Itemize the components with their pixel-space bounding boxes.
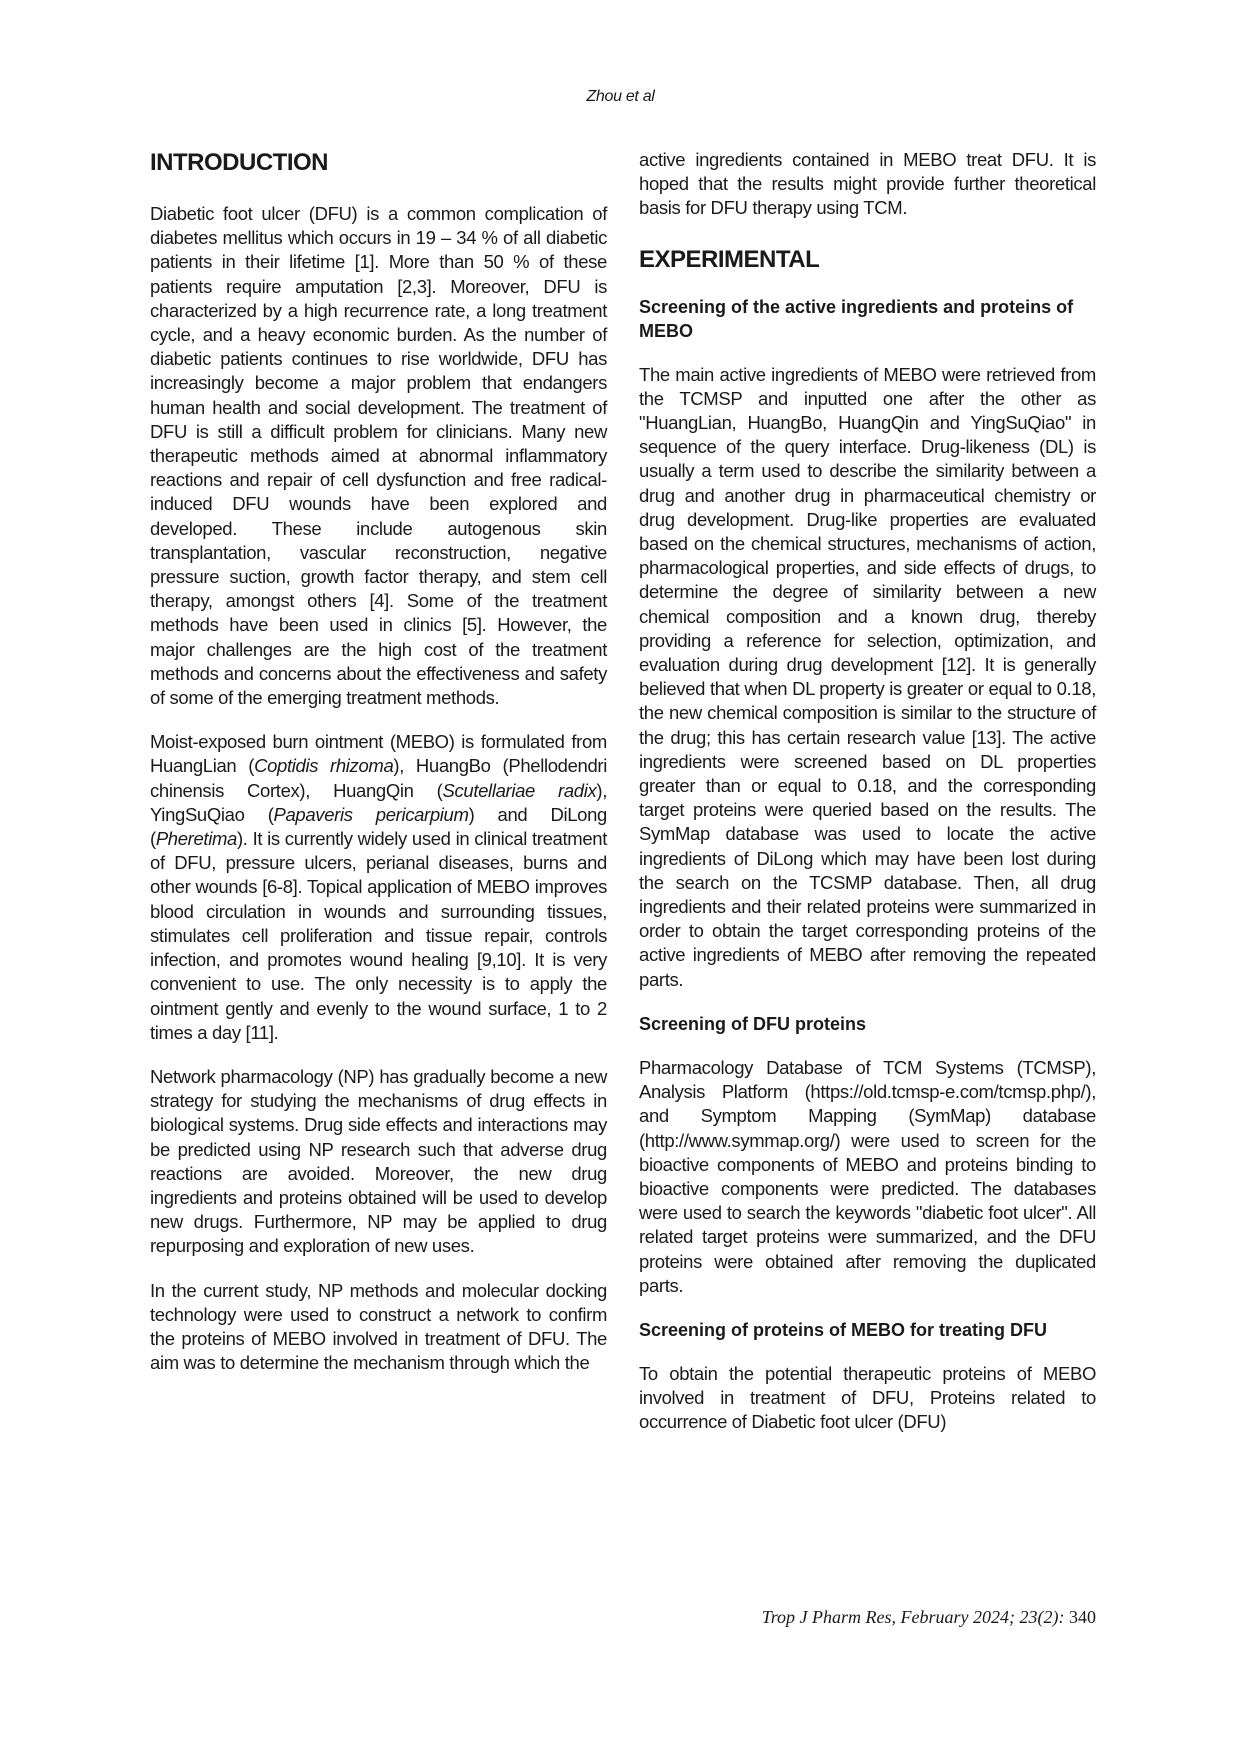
- subheading-dfu-proteins: Screening of DFU proteins: [639, 1013, 867, 1034]
- intro-paragraph-continued: active ingredients contained in MEBO treat DFU. It is hoped that the results might provide further theoretical basis for DFU therapy using TCM.: [639, 149, 1096, 219]
- intro-paragraph-2: Moist-exposed burn ointment (MEBO) is formulated from HuangLian (Coptidis rhizoma), HuangBo (Phellodendri chinensis Cortex), HuangQin (Scutellariae radix), YingSuQiao (Papaveris pericarpium) and DiLong (Pheretima). It is currently widely used in clinical treatment of DFU, pressure ulcers, perianal diseases, burns and other wounds [6-8]. Topical application of MEBO improves blood circulation in wounds and surrounding tissues, stimulates cell proliferation and tissue repair, controls infection, and promotes wound healing [9,10]. It is very convenient to use. The only necessity is to apply the ointment gently and evenly to the wound surface, 1 to 2 times a day [11].: [150, 731, 607, 1043]
- experimental-paragraph-2: Pharmacology Database of TCM Systems (TCMSP), Analysis Platform (https://old.tcmsp-e.com/tcmsp.php/), and Symptom Mapping (SymMap) database (http://www.symmap.org/) were used to screen for the bioactive components of MEBO and proteins binding to bioactive components were predicted. The databases were used to search the keywords "diabetic foot ulcer". All related target proteins were summarized, and the DFU proteins were obtained after removing the duplicated parts.: [639, 1056, 1096, 1296]
- journal-citation: Trop J Pharm Res, February 2024; 23(2):: [761, 1607, 1065, 1627]
- experimental-paragraph-3: To obtain the potential therapeutic proteins of MEBO involved in treatment of DFU, Proteins related to occurrence of Diabetic foot ulcer (DFU): [639, 1362, 1096, 1433]
- subheading-mebo-proteins: Screening of proteins of MEBO for treating DFU: [639, 1319, 1048, 1340]
- experimental-heading: EXPERIMENTAL: [639, 245, 820, 273]
- intro-paragraph-1: Diabetic foot ulcer (DFU) is a common complication of diabetes mellitus which occurs in 19 – 34 % of all diabetic patients in their lifetime [1]. More than 50 % of these patients require amputation [2,3]. Moreover, DFU is characterized by a high recurrence rate, a long treatment cycle, and a heavy economic burden. As the number of diabetic patients continues to rise worldwide, DFU has increasingly become a major problem that endangers human health and social development. The treatment of DFU is still a difficult problem for clinicians. Many new therapeutic methods aimed at abnormal inflammatory reactions and repair of cell dysfunction and free radical-induced DFU wounds have been explored and developed. These include autogenous skin transplantation, vascular reconstruction, negative pressure suction, growth factor therapy, and stem cell therapy, amongst others [4]. Some of the treatment methods have been used in clinics [5]. However, the major challenges are the high cost of the treatment methods and concerns about the effectiveness and safety of some of the emerging treatment methods.: [150, 203, 607, 709]
- right-column: [639, 148, 1096, 1435]
- running-head: Zhou et al: [586, 88, 655, 105]
- introduction-heading: INTRODUCTION: [150, 149, 328, 176]
- page-number: 340: [1069, 1607, 1096, 1627]
- intro-paragraph-3: Network pharmacology (NP) has gradually become a new strategy for studying the mechanisms of drug effects in biological systems. Drug side effects and interactions may be predicted using NP research such that adverse drug reactions are avoided. Moreover, the new drug ingredients and proteins obtained will be used to develop new drugs. Furthermore, NP may be applied to drug repurposing and exploration of new uses.: [150, 1065, 607, 1257]
- intro-paragraph-4: In the current study, NP methods and molecular docking technology were used to construct a network to confirm the proteins of MEBO involved in treatment of DFU. The aim was to determine the mechanism through which the: [150, 1279, 607, 1374]
- page-footer: [762, 1607, 1096, 1628]
- experimental-paragraph-1: The main active ingredients of MEBO were retrieved from the TCMSP and inputted one after the other as "HuangLian, HuangBo, HuangQin and YingSuQiao" in sequence of the query interface. Drug-likeness (DL) is usually a term used to describe the similarity between a drug and another drug in pharmaceutical chemistry or drug development. Drug-like properties are evaluated based on the chemical structures, mechanisms of action, pharmacological properties, and side effects of drugs, to determine the degree of similarity between a new chemical composition and a known drug, thereby providing a reference for selection, optimization, and evaluation during drug development [12]. It is generally believed that when DL property is greater or equal to 0.18, the new chemical composition is similar to the structure of the drug; this has certain research value [13]. The active ingredients were screened based on DL properties greater than or equal to 0.18, and the corresponding target proteins were queried based on the results. The SymMap database was used to locate the active ingredients of DiLong which may have been lost during the search on the TCSMP database. Then, all drug ingredients and their related proteins were summarized in order to obtain the target corresponding proteins of the active ingredients of MEBO after removing the repeated parts.: [639, 363, 1096, 990]
- subheading-active-ingredients: Screening of the active ingredients and proteins of MEBO: [639, 296, 1074, 341]
- left-column: [150, 148, 607, 1375]
